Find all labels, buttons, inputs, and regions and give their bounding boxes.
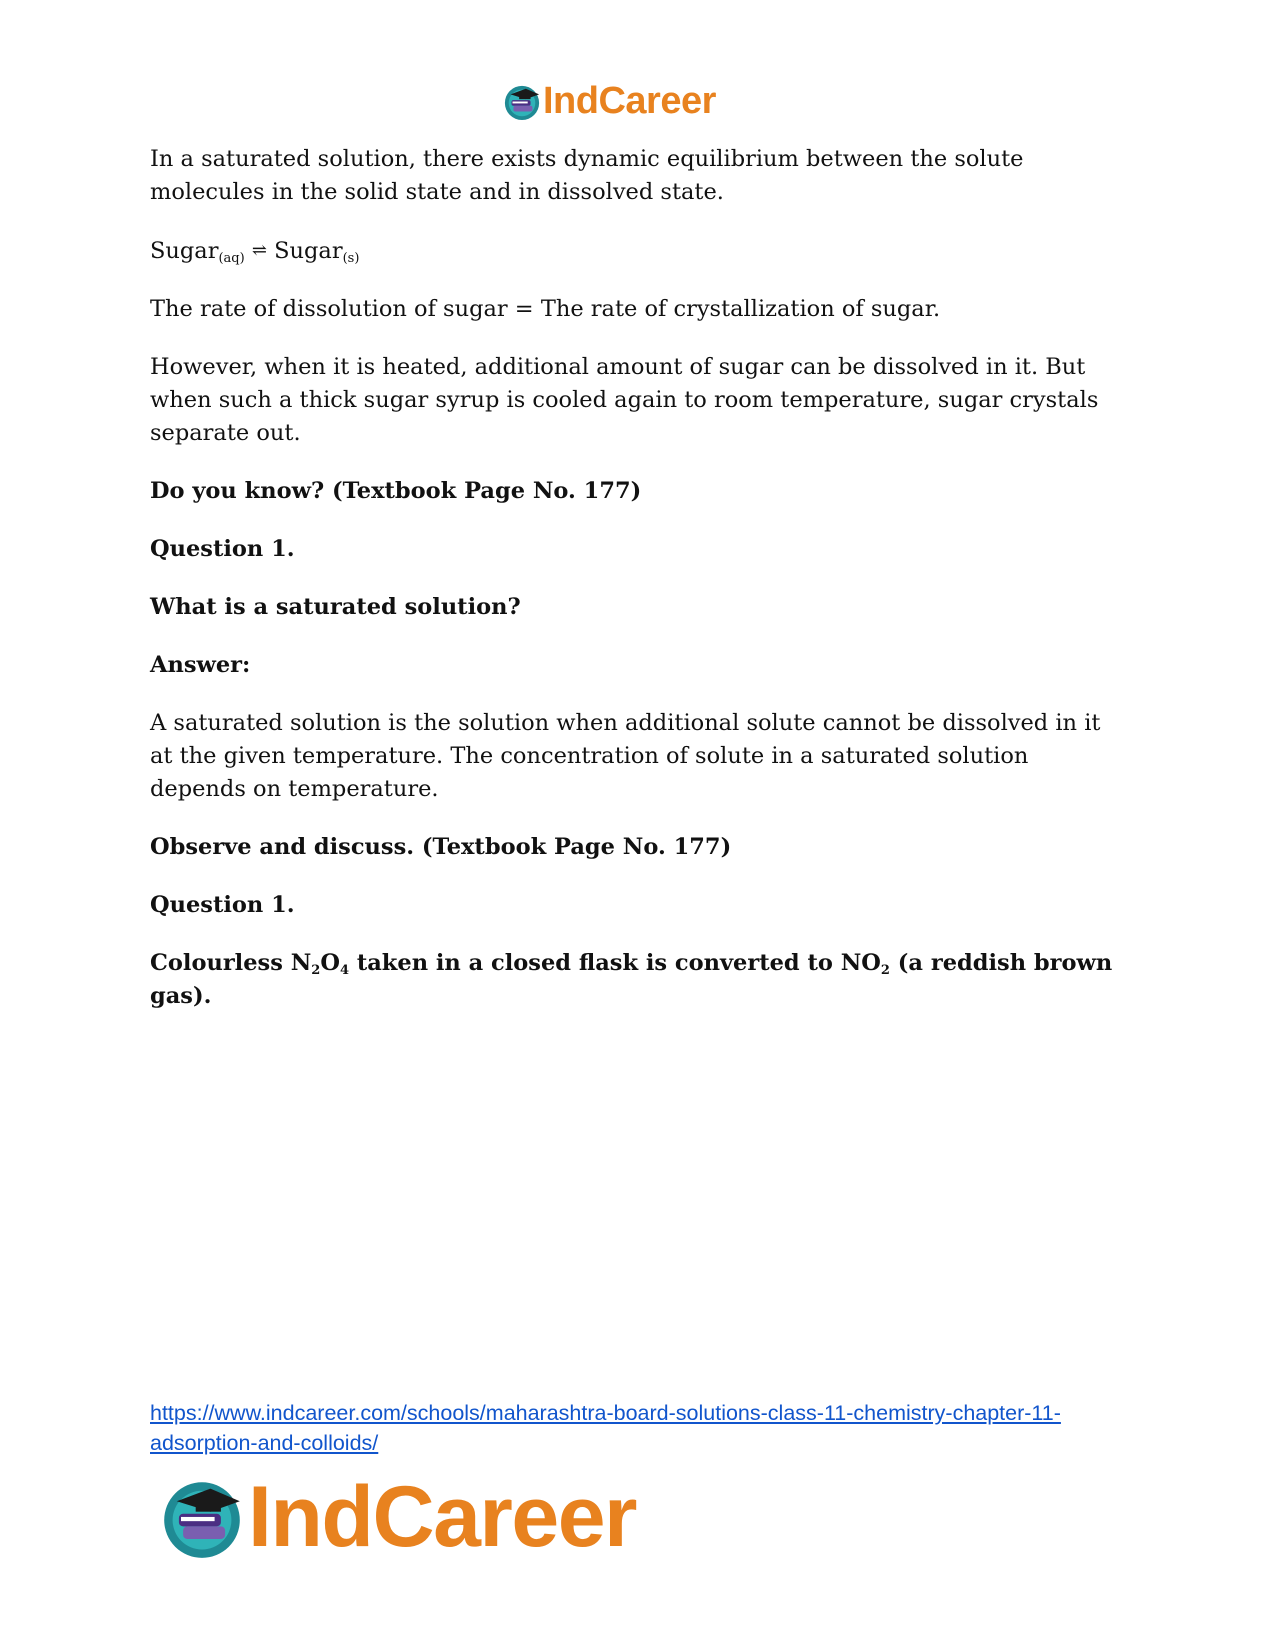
- logo-wordmark: IndCareer: [248, 1469, 636, 1565]
- source-link[interactable]: https://www.indcareer.com/schools/maharashtra-board-solutions-class-11-chemistry-chapter-11-adsorption-and-colloids/: [150, 1401, 1061, 1455]
- q2-sub3: 2: [880, 963, 890, 978]
- graduation-book-icon: [160, 1476, 244, 1560]
- equation-left-sub: (aq): [218, 251, 245, 266]
- q2-sub2: 4: [339, 963, 349, 978]
- q2-part3: taken in a closed flask is converted to NO: [348, 950, 881, 976]
- q2-sub1: 2: [311, 963, 321, 978]
- document-body: [150, 143, 1130, 1038]
- rate-paragraph: The rate of dissolution of sugar = The rate of crystallization of sugar.: [150, 296, 941, 322]
- heating-paragraph: However, when it is heated, additional amount of sugar can be dissolved in it. But when such a thick sugar syrup is cooled again to room temperature, sugar crystals separate out.: [150, 354, 1099, 446]
- question-text-2: [150, 947, 1130, 1013]
- equilibrium-equation: [150, 234, 1130, 268]
- section-heading-do-you-know: Do you know? (Textbook Page No. 177): [150, 478, 642, 504]
- q2-part1: Colourless N: [150, 950, 312, 976]
- logo-wordmark: IndCareer: [543, 80, 716, 122]
- answer-text: A saturated solution is the solution when additional solute cannot be dissolved in it at the given temperature. The concentration of solute in a saturated solution depends on temperature.: [150, 710, 1101, 802]
- question-label-2: Question 1.: [150, 892, 295, 918]
- intro-paragraph: In a saturated solution, there exists dynamic equilibrium between the solute molecules in the solid state and in dissolved state.: [150, 146, 1024, 205]
- answer-label: Answer:: [150, 652, 251, 678]
- equation-right-sub: (s): [342, 251, 360, 266]
- indcareer-logo-bottom: [160, 1468, 636, 1567]
- q2-part4: (a reddish brown gas).: [150, 950, 1113, 1009]
- section-heading-observe: Observe and discuss. (Textbook Page No. 177): [150, 834, 732, 860]
- equilibrium-arrow: ⇌: [251, 240, 267, 261]
- graduation-book-icon: [503, 83, 541, 121]
- equation-left: Sugar: [150, 238, 219, 264]
- question-label: Question 1.: [150, 536, 295, 562]
- equation-right: Sugar: [274, 238, 343, 264]
- question-text: What is a saturated solution?: [150, 594, 521, 620]
- q2-part2: O: [320, 950, 340, 976]
- indcareer-logo-top: [503, 80, 716, 123]
